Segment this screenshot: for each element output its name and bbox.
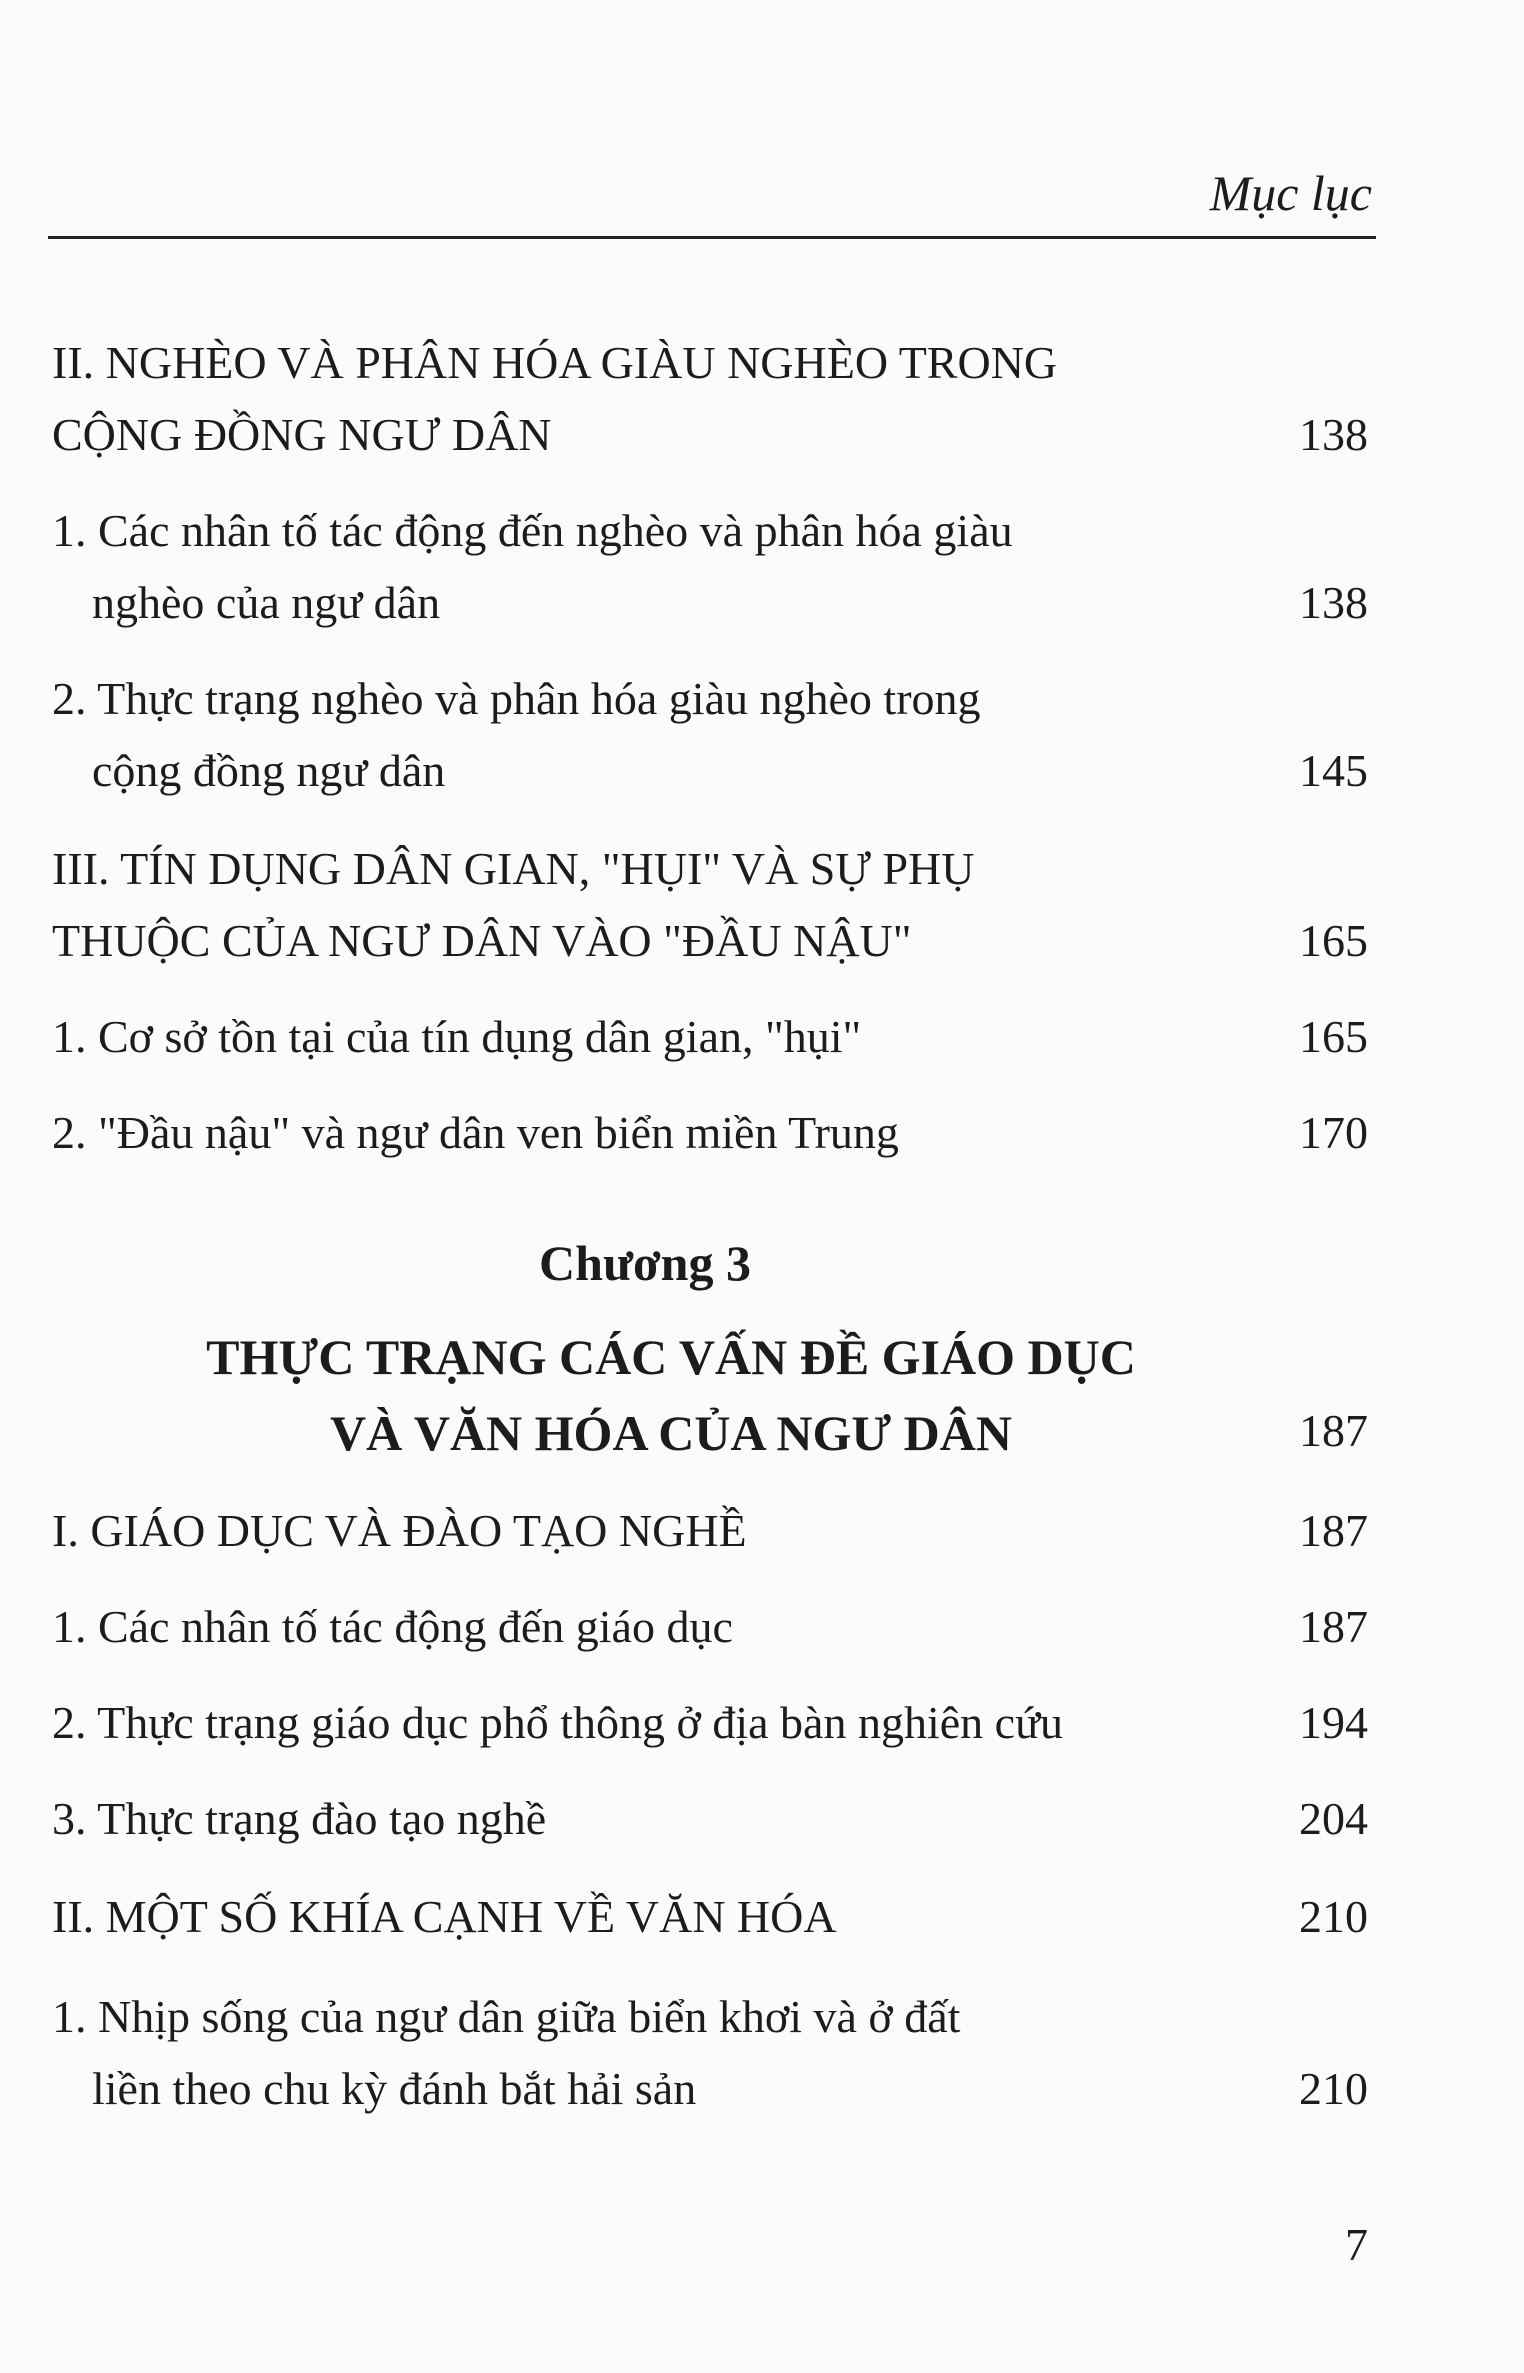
toc-entry-line: I. GIÁO DỤC VÀ ĐÀO TẠO NGHỀ 187 <box>52 1505 1368 1556</box>
toc-entry-line: 3. Thực trạng đào tạo nghề 204 <box>52 1793 1368 1844</box>
toc-page-number: 210 <box>1299 1891 1368 1942</box>
toc-entry-line: 2. "Đầu nậu" và ngư dân ven biển miền Trung 170 <box>52 1107 1368 1158</box>
toc-page-number: 187 <box>1299 1601 1368 1652</box>
toc-entry-line: nghèo của ngư dân 138 <box>92 577 1368 628</box>
toc-entry-line: III. TÍN DỤNG DÂN GIAN, "HỤI" VÀ SỰ PHỤ <box>52 843 975 894</box>
toc-entry-line: 1. Cơ sở tồn tại của tín dụng dân gian, "hụi" 165 <box>52 1011 1368 1062</box>
toc-entry-line: THUỘC CỦA NGƯ DÂN VÀO "ĐẦU NẬU" 165 <box>52 915 1368 966</box>
toc-entry-line: cộng đồng ngư dân 145 <box>92 745 1368 796</box>
toc-entry-line: 2. Thực trạng giáo dục phổ thông ở địa bàn nghiên cứu 194 <box>52 1697 1368 1748</box>
toc-entry-line: liền theo chu kỳ đánh bắt hải sản 210 <box>92 2063 1368 2114</box>
toc-page-number: 145 <box>1299 745 1368 796</box>
page-number: 7 <box>1345 2219 1368 2270</box>
toc-entry-line: 1. Nhịp sống của ngư dân giữa biển khơi và ở đất <box>52 1991 961 2042</box>
toc-entry-line: CỘNG ĐỒNG NGƯ DÂN 138 <box>52 409 1368 460</box>
toc-page-number: 138 <box>1299 577 1368 628</box>
toc-entry-line: 2. Thực trạng nghèo và phân hóa giàu nghèo trong <box>52 673 981 724</box>
toc-entry-line: II. NGHÈO VÀ PHÂN HÓA GIÀU NGHÈO TRONG <box>52 337 1058 388</box>
toc-page-number: 138 <box>1299 409 1368 460</box>
toc-page-number: 165 <box>1299 915 1368 966</box>
toc-page-number: 210 <box>1299 2063 1368 2114</box>
toc-page-number: 170 <box>1299 1107 1368 1158</box>
toc-entry-line: II. MỘT SỐ KHÍA CẠNH VỀ VĂN HÓA 210 <box>52 1891 1368 1942</box>
toc-entry-line: 1. Các nhân tố tác động đến nghèo và phân hóa giàu <box>52 505 1013 556</box>
chapter-label: Chương 3 <box>539 1235 751 1291</box>
running-header-title: Mục lục <box>1209 165 1372 221</box>
toc-entry-line: 1. Các nhân tố tác động đến giáo dục 187 <box>52 1601 1368 1652</box>
table-of-contents: II. NGHÈO VÀ PHÂN HÓA GIÀU NGHÈO TRONG CỘNG ĐỒNG NGƯ DÂN 138 1. Các nhân tố tác động đến nghèo và phân hóa giàu nghèo của ngư dân 138 2. Thực trạng nghèo và phân hóa giàu nghèo trong cộng đồng ngư dân 145 III. TÍN DỤNG DÂN GIAN, "HỤI" VÀ SỰ PHỤ THUỘC CỦA NGƯ DÂN VÀO "ĐẦU NẬU" 165 1. Cơ sở tồn tại của tín dụng dân gian, "hụi" 165 2. "Đầu nậu" và ngư dân ven biển miền Trung 170 Chương 3 THỰC TRẠNG CÁC VẤN ĐỀ GIÁO DỤC VÀ VĂN HÓA CỦA NGƯ DÂN 187 I. GIÁO DỤC VÀ ĐÀO TẠO NGHỀ 187 1. Các nhân tố tác động đến giáo dục 187 2. Thực trạng giáo dục phổ thông ở địa bàn nghiên cứu 194 3. Thực trạng đào tạo nghề 204 II. MỘT SỐ KHÍA CẠNH VỀ VĂN HÓA 210 1. Nhịp sống của ngư dân giữa biển khơi và ở đất liền theo chu kỳ đánh bắt hải sản 210 <box>0 0 1524 2373</box>
toc-page-number: 165 <box>1299 1011 1368 1062</box>
toc-page-number: 187 <box>1299 1405 1368 1456</box>
toc-page-number: 194 <box>1299 1697 1368 1748</box>
toc-page-number: 204 <box>1299 1793 1368 1844</box>
toc-page-number: 187 <box>1299 1505 1368 1556</box>
